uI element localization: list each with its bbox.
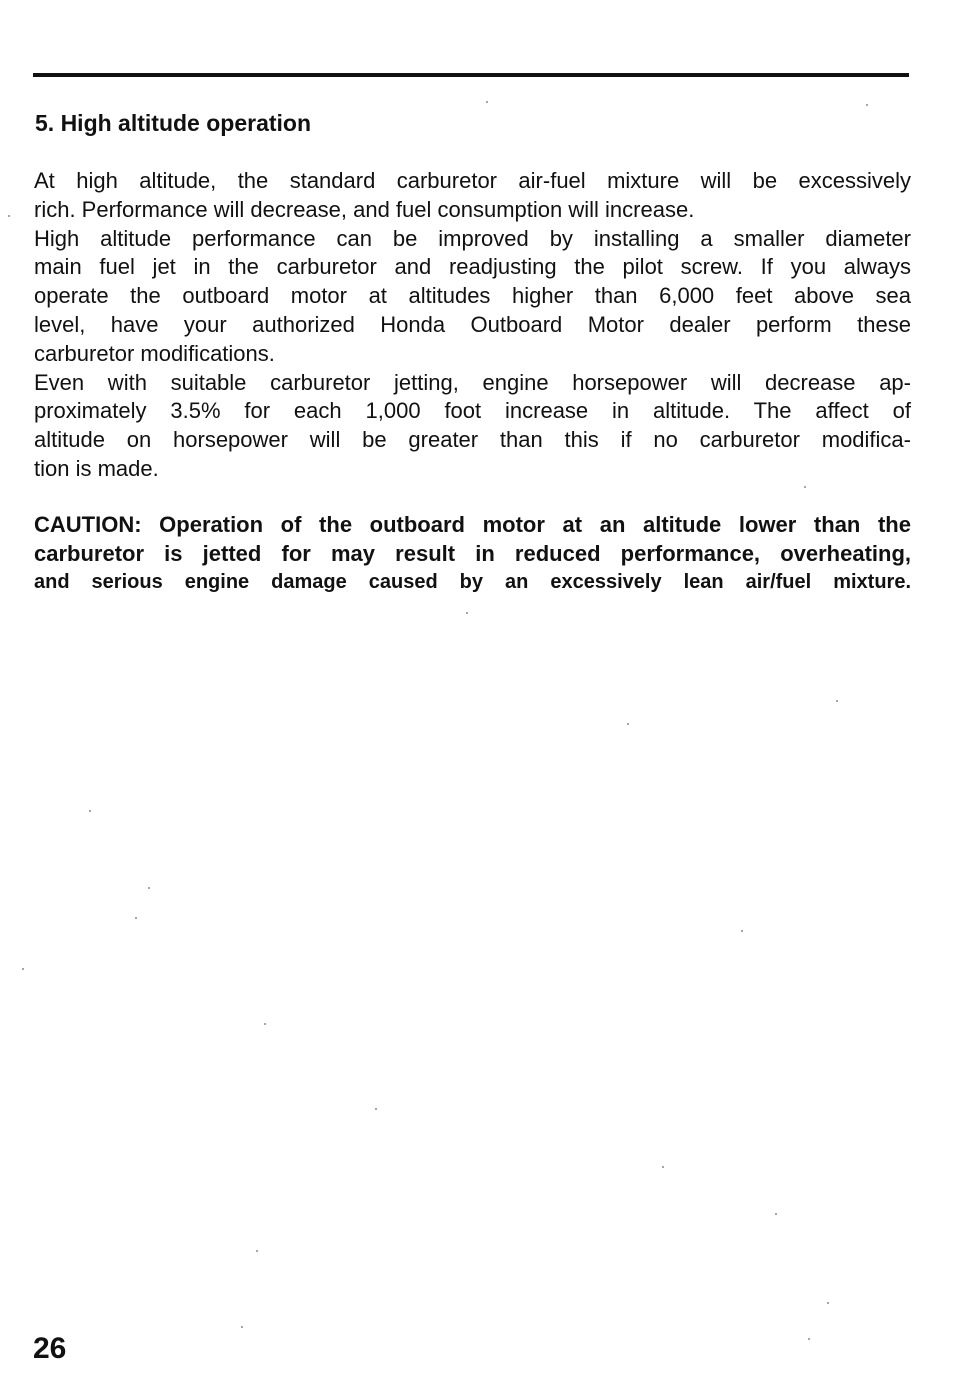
page-number: 26 — [33, 1332, 67, 1365]
scan-speck — [264, 1023, 266, 1025]
scan-speck — [375, 1108, 377, 1110]
body-line: rich. Performance will decrease, and fuel consumption will increase. — [34, 196, 695, 222]
caution-line: CAUTION: Operation of the outboard motor at an altitude lower than the — [34, 512, 911, 537]
body-line: main fuel jet in the carburetor and readjusting the pilot screw. If you always — [34, 254, 911, 280]
scan-speck — [486, 101, 488, 103]
scan-speck — [8, 215, 10, 217]
scan-speck — [827, 1302, 829, 1304]
body-line: altitude on horsepower will be greater than this if no carburetor modifica- — [34, 427, 911, 453]
top-rule — [33, 73, 909, 77]
body-line: level, have your authorized Honda Outboard Motor dealer perform these — [34, 311, 911, 337]
scan-speck — [775, 1213, 777, 1215]
section-heading: 5. High altitude operation — [35, 110, 312, 136]
body-line: High altitude performance can be improved by installing a smaller diameter — [34, 225, 911, 251]
body-line: At high altitude, the standard carburetor air-fuel mixture will be excessively — [34, 168, 911, 193]
scan-speck — [627, 723, 629, 725]
scan-speck — [22, 968, 24, 970]
scan-speck — [662, 1166, 664, 1168]
scan-speck — [808, 1338, 810, 1340]
scan-speck — [89, 810, 91, 812]
body-line: proximately 3.5% for each 1,000 foot increase in altitude. The affect of — [34, 398, 911, 424]
scan-speck — [135, 917, 137, 919]
caution-line: and serious engine damage caused by an excessively lean air/fuel mixture. — [34, 571, 911, 593]
caution-notice — [34, 510, 911, 597]
scan-speck — [804, 486, 806, 488]
scan-speck — [241, 1326, 243, 1328]
scan-speck — [466, 612, 468, 614]
body-line: operate the outboard motor at altitudes higher than 6,000 feet above sea — [34, 283, 911, 309]
caution-line: carburetor is jetted for may result in reduced performance, overheating, — [34, 541, 911, 566]
body-text — [34, 167, 911, 484]
scan-speck — [866, 104, 868, 106]
scan-speck — [148, 887, 150, 889]
scan-speck — [741, 930, 743, 932]
body-line: tion is made. — [34, 455, 159, 481]
scan-speck — [256, 1250, 258, 1252]
body-line: Even with suitable carburetor jetting, engine horsepower will decrease ap- — [34, 369, 911, 395]
scan-speck — [836, 700, 838, 702]
body-line: carburetor modifications. — [34, 340, 275, 366]
